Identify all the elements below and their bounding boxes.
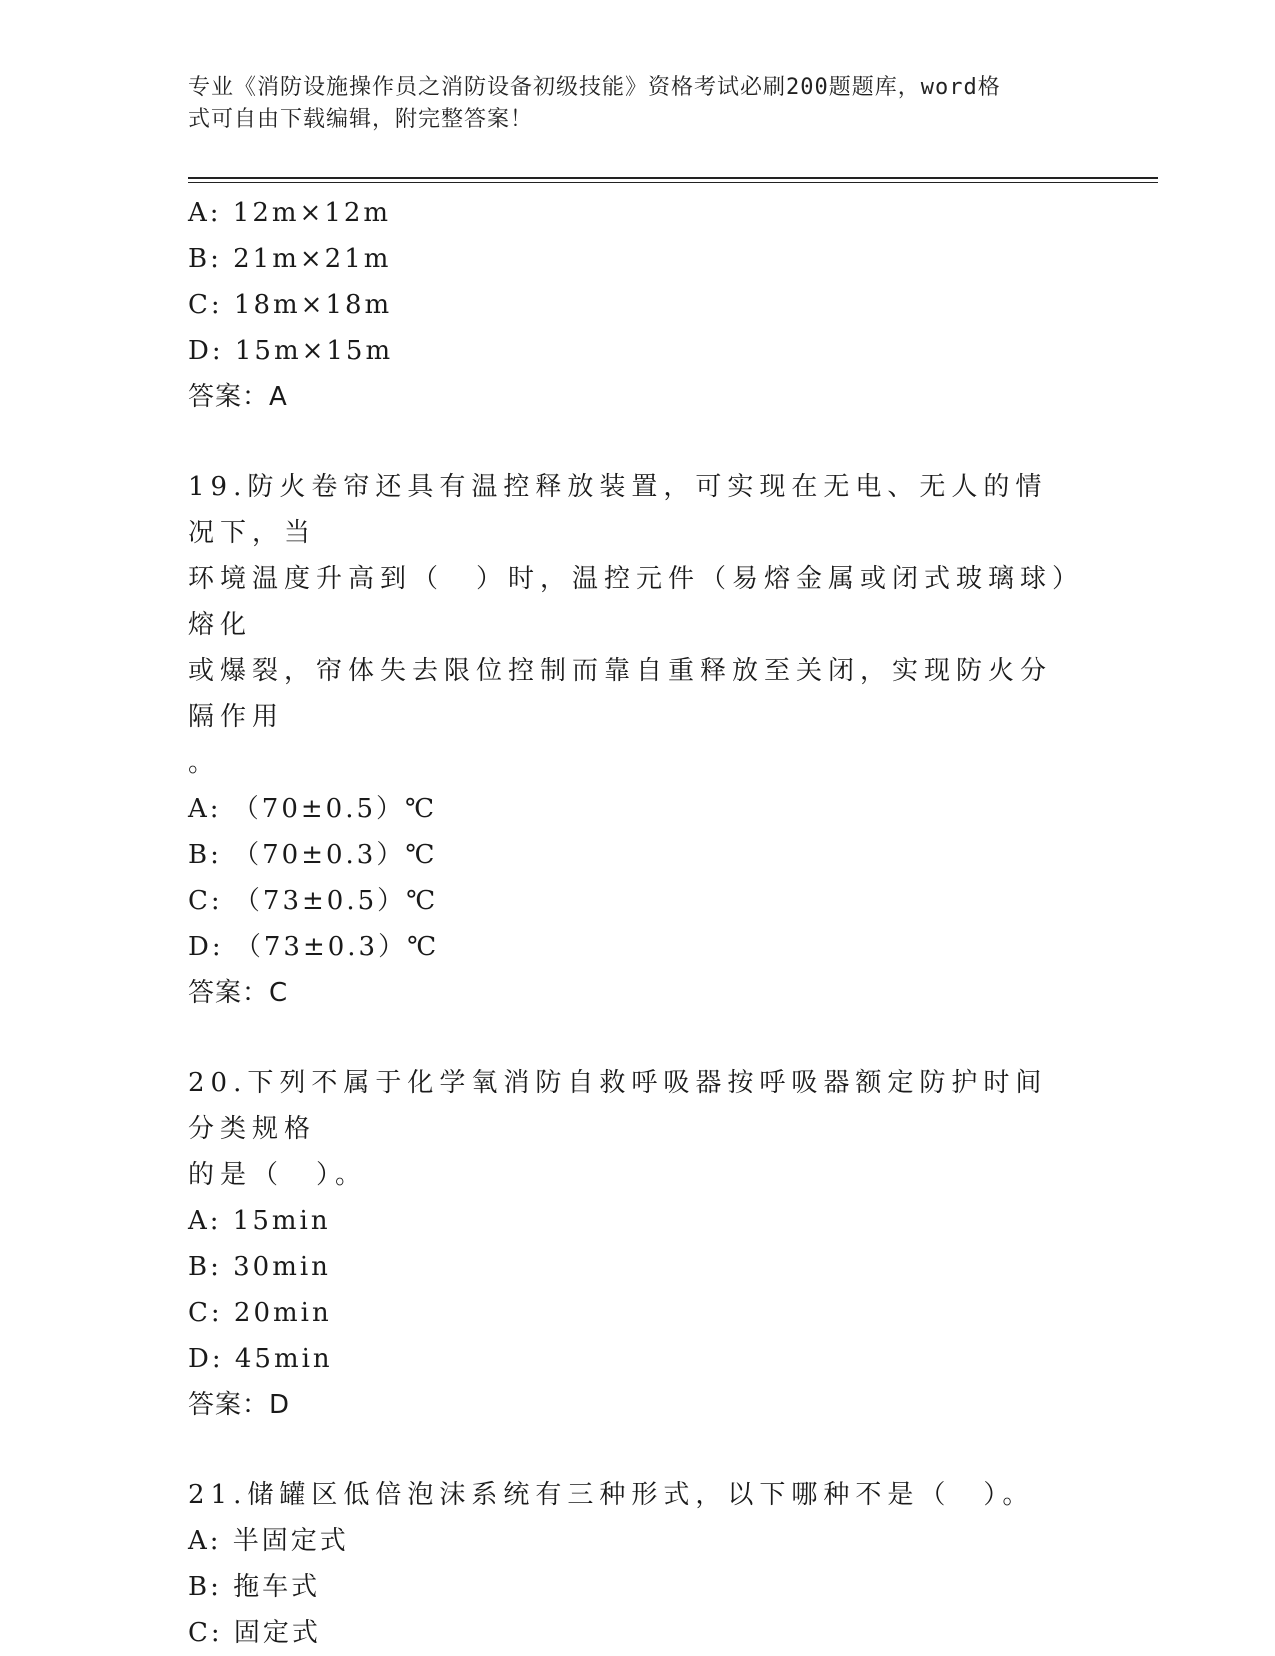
option-d: D: 15m×15m — [188, 336, 394, 366]
answer-line: 答案：D — [188, 1390, 291, 1420]
document-header — [188, 72, 1088, 136]
option-a: A: （70±0.5）℃ — [188, 794, 438, 824]
option-d: D: （73±0.3）℃ — [188, 932, 440, 962]
option-b: B: （70±0.3）℃ — [188, 840, 438, 870]
option-c: C: 18m×18m — [188, 290, 393, 320]
question-text-line: 环境温度升高到（ ）时，温控元件（易熔金属或闭式玻璃球）熔化 — [188, 564, 1072, 640]
question-19 — [188, 464, 1088, 1016]
question-text-line: 19.防火卷帘还具有温控释放装置，可实现在无电、无人的情况下，当 — [188, 472, 1048, 548]
question-21 — [188, 1472, 1088, 1656]
option-c: C: 20min — [188, 1298, 332, 1328]
option-b: B: 30min — [188, 1252, 331, 1282]
question-text-line: 或爆裂，帘体失去限位控制而靠自重释放至关闭，实现防火分隔作用 — [188, 656, 1053, 732]
answer-line: 答案：C — [188, 978, 289, 1008]
question-text-line: 21.储罐区低倍泡沫系统有三种形式，以下哪种不是（ ）。 — [188, 1480, 1035, 1510]
option-b: B: 拖车式 — [188, 1572, 321, 1602]
question-text-line: 20.下列不属于化学氧消防自救呼吸器按呼吸器额定防护时间分类规格 — [188, 1068, 1048, 1144]
header-divider — [188, 177, 1158, 179]
option-a: A: 半固定式 — [188, 1526, 349, 1556]
option-b: B: 21m×21m — [188, 244, 392, 274]
option-c: C: （73±0.5）℃ — [188, 886, 439, 916]
question-text-line: 。 — [188, 748, 221, 778]
header-divider-thin — [188, 182, 1158, 183]
question-20 — [188, 1060, 1088, 1428]
header-line-2: 式可自由下载编辑，附完整答案！ — [188, 107, 534, 132]
header-line-1: 专业《消防设施操作员之消防设备初级技能》资格考试必刷200题题库，word格 — [188, 75, 1001, 100]
option-c: C: 固定式 — [188, 1618, 321, 1648]
question-text-line: 的是（ ）。 — [188, 1160, 368, 1190]
question-18 — [188, 190, 1088, 420]
option-a: A: 15min — [188, 1206, 331, 1236]
answer-line: 答案：A — [188, 382, 288, 412]
question-list — [188, 190, 1088, 1656]
option-d: D: 45min — [188, 1344, 333, 1374]
option-a: A: 12m×12m — [188, 198, 392, 228]
